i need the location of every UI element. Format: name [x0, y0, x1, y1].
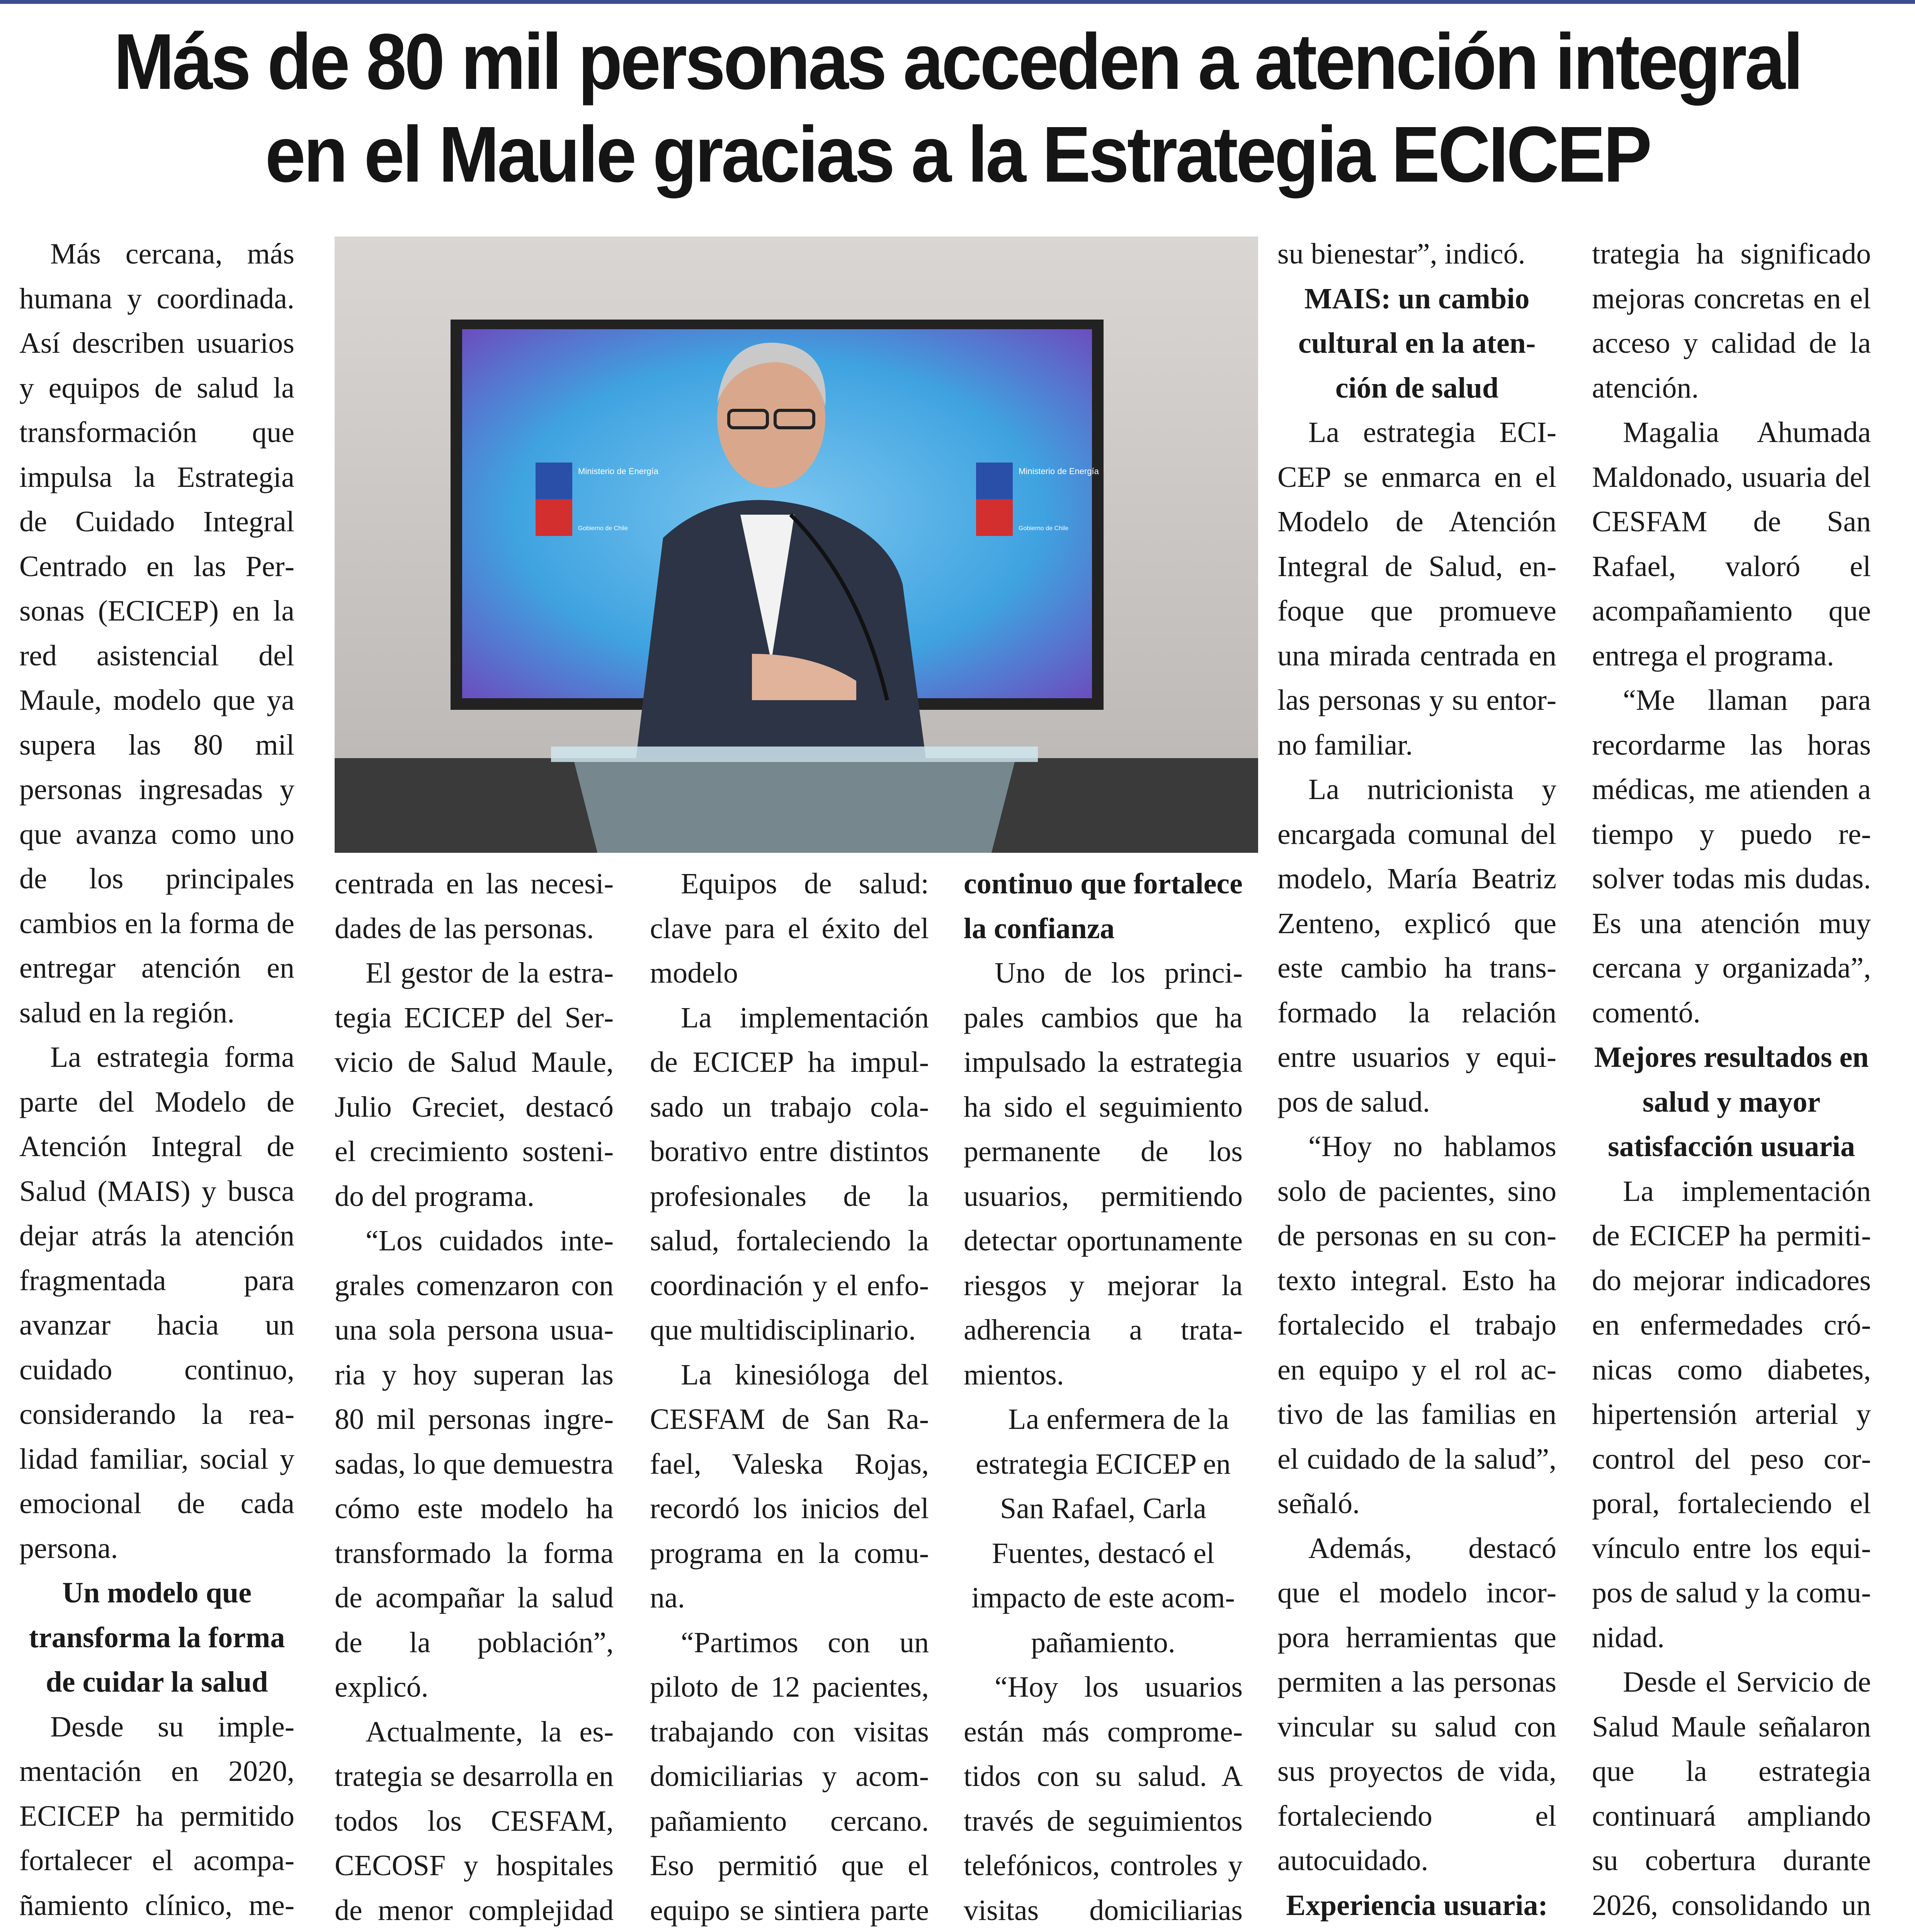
screen-logo-left-text: Ministerio de Energía: [578, 466, 658, 476]
subheading: Un modelo que transforma la forma de cuidar la salud: [29, 1577, 285, 1698]
paragraph: centrada en las necesidades de las personas.: [335, 867, 614, 945]
column-5: [1277, 232, 1556, 1932]
paragraph: su bienestar”, indicó.: [1277, 238, 1526, 270]
paragraph: Además, destacó que el modelo incorpora herramientas que permiten a las personas vincular su salud con sus proyectos de vida, fortaleciendo el autocuidado.: [1277, 1532, 1556, 1877]
subheading: MAIS: un cambio cultural en la atención de salud: [1298, 282, 1536, 404]
subheading: Mejores resultados en salud y mayor satisfacción usuaria: [1594, 1041, 1869, 1163]
paragraph: La enfermera de la estrategia ECICEP en San Rafael, Carla Fuentes, destacó el impacto de este acompañamiento.: [971, 1403, 1235, 1659]
podium-body: [574, 762, 1015, 853]
column-2: [335, 862, 614, 1932]
screen-logo-right-text: Ministerio de Energía: [1019, 466, 1099, 476]
speaker-photo-svg: [335, 236, 1258, 853]
paragraph: Desde el Servicio de Salud Maule señalaron que la estrategia continuará ampliando su cobertura durante 2026, consolidando un: [1592, 1666, 1871, 1922]
paragraph: La kinesióloga del CESFAM de San Rafael, Valeska Rojas, recordó los inicios del programa en la comuna.: [650, 1358, 929, 1614]
paragraph: Magalia Ahumada Maldonado, usuaria del CESFAM de San Rafael, valoró el acompañamiento que entrega el programa.: [1592, 416, 1871, 672]
paragraph: Equipos de salud: clave para el éxito del modelo: [650, 867, 929, 989]
paragraph: La estrategia ECICEP se enmarca en el Modelo de Atención Integral de Salud, enfoque que promueve una mirada centrada en las personas y su entorno familiar.: [1277, 416, 1556, 761]
headline-line-1: Más de 80 mil personas acceden a atención integral: [114, 17, 1801, 106]
column-3: [650, 862, 929, 1932]
paragraph: “Hoy los usuarios están más comprometidos con su salud. A través de seguimientos telefónicos, controles y visitas domiciliarias: [964, 1671, 1243, 1927]
speaker-photo: [335, 236, 1258, 853]
subheading: continuo que fortalece la confianza: [964, 867, 1243, 945]
paragraph: “Me llaman para recordarme las horas médicas, me atienden a tiempo y puedo resolver todas mis dudas. Es una atención muy cercana y organizada”, comentó.: [1592, 684, 1871, 1029]
top-rule: [0, 0, 1915, 4]
paragraph: trategia ha significado mejoras concretas en el acceso y calidad de la atención.: [1592, 238, 1871, 404]
paragraph: La implementación de ECICEP ha permitido mejorar indicadores en enfermedades crónicas como diabetes, hipertensión arterial y control del peso corporal, fortaleciendo el vínculo entre los equipos de salud y la comunidad.: [1592, 1175, 1871, 1654]
paragraph: La implementación de ECICEP ha impulsado un trabajo colaborativo entre distintos profesionales de la salud, fortaleciendo la coordinación y el enfoque multidisciplinario.: [650, 1001, 929, 1346]
paragraph: La estrategia forma parte del Modelo de Atención Integral de Salud (MAIS) y busca dejar atrás la atención fragmentada para avanzar hacia un cuidado continuo, considerando la realidad familiar, social y emocional de cada persona.: [19, 1041, 294, 1565]
screen-logo-right-sub: Gobierno de Chile: [1019, 525, 1068, 532]
headline: [77, 15, 1838, 201]
column-1: [19, 232, 294, 1932]
paragraph: Uno de los principales cambios que ha impulsado la estrategia ha sido el seguimiento permanente de los usuarios, permitiendo detectar oportunamente riesgos y mejorar la adherencia a tratamientos.: [964, 957, 1243, 1391]
column-6: [1592, 232, 1871, 1932]
paragraph: El gestor de la estrategia ECICEP del Servicio de Salud Maule, Julio Greciet, destacó el crecimiento sostenido del programa.: [335, 957, 614, 1213]
paragraph: La nutricionista y encargada comunal del modelo, María Beatriz Zenteno, explicó que este cambio ha transformado la relación entre usuarios y equipos de salud.: [1277, 773, 1556, 1118]
paragraph: Más cercana, más humana y coordinada. Así describen usuarios y equipos de salud la transformación que impulsa la Estrategia de Cuidado Integral Centrado en las Personas (ECICEP) en la red asistencial del Maule, modelo que ya supera las 80 mil personas ingresadas y que avanza como uno de los principales cambios en la forma de entregar atención en salud en la región.: [19, 238, 294, 1029]
headline-line-2: en el Maule gracias a la Estrategia ECICEP: [265, 110, 1650, 199]
paragraph: “Partimos con un piloto de 12 pacientes, trabajando con visitas domiciliarias y acompañamiento cercano. Eso permitió que el equipo se sintiera parte: [650, 1626, 929, 1927]
column-4: [964, 862, 1243, 1932]
podium-top: [551, 747, 1038, 762]
subheading: Experiencia usuaria:: [1286, 1889, 1548, 1922]
paragraph: Desde su implementación en 2020, ECICEP ha permitido fortalecer el acompañamiento clínico, me: [19, 1710, 294, 1922]
screen-logo-left-sub: Gobierno de Chile: [578, 525, 628, 532]
paragraph: “Los cuidados integrales comenzaron con una sola persona usuaria y hoy superan las 80 mil personas ingresadas, lo que demuestra cómo este modelo ha transformado la forma de acompañar la salud de la población”, explicó.: [335, 1225, 614, 1703]
paragraph: Actualmente, la estrategia se desarrolla en todos los CESFAM, CECOSF y hospitales de menor complejidad: [335, 1715, 614, 1927]
paragraph: “Hoy no hablamos solo de pacientes, sino de personas en su contexto integral. Esto ha fortalecido el trabajo en equipo y el rol activo de las familias en el cuidado de la salud”, señaló.: [1277, 1130, 1556, 1520]
